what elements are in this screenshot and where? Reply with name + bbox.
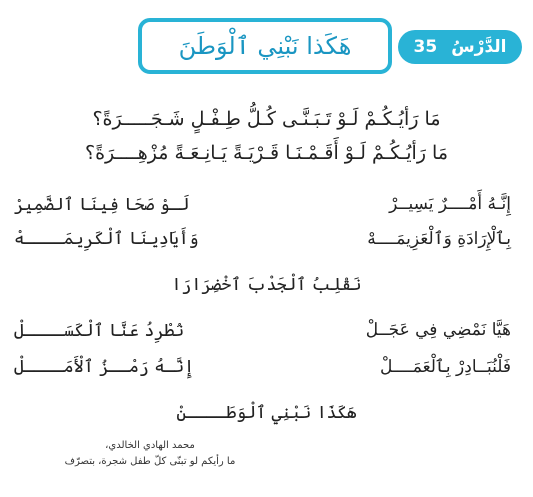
verse-2-right: بِٱلْإِرَادَةِ وَٱلْعَزِيمَــــهْ: [367, 229, 511, 249]
attribution: [60, 438, 240, 470]
intro-line-1: مَا رَأيُـكُـمْ لَـوْ تَـبَـنَّـى كُـلُّ طِـفْـلٍ شَـجَـــــرَةً؟: [92, 108, 441, 130]
refrain-line: نَقْلِبُ ٱلْجَدْبَ ٱخْضِرَارَا: [171, 275, 362, 295]
verse-1-right: إِنَّـهُ أَمْــــرٌ يَسِيــرْ: [389, 194, 511, 214]
verse-3-left: نُطْرِدُ عَنَّا ٱلْكَسَــــلْ: [14, 321, 185, 341]
intro-line-2: مَا رَأيُـكُـمْ لَـوْ أَقَـمْـنَـا قَـرْيَـةً يَـانِـعَـةً مُزْهِــــرَةً؟: [84, 142, 448, 164]
attribution-source: ما رأيكم لو تبنّى كلّ طفل شجرة، بتصرّف: [64, 456, 236, 467]
closing-line: هَكَذَا نَبْنِي ٱلْوَطَــــنْ: [176, 403, 357, 423]
lesson-badge: [398, 30, 522, 64]
lesson-label: الدَّرْسُ: [451, 37, 507, 57]
verse-2-left: وَأَيَادِينَا ٱلْكَرِيمَــــهْ: [14, 229, 199, 249]
lesson-number: 35: [413, 37, 438, 57]
page-title-box: [138, 18, 392, 74]
verse-4-right: فَلْنُبَــادِرْ بِٱلْعَمَــــلْ: [379, 357, 511, 377]
verse-4-left: إِنَّـهُ رَمْــزُ ٱلْأَمَــــلْ: [14, 357, 195, 377]
page-title: هَكَذا نَبْنِي ٱلْوَطَنَ: [178, 32, 352, 60]
verse-3-right: هَيَّا نَمْضِي فِي عَجَــلْ: [365, 320, 511, 340]
verse-1-left: لَـوْ صَحَا فِينَا ٱلضَّمِيرْ: [14, 195, 190, 215]
attribution-author: محمد الهادي الخالدي،: [105, 440, 195, 451]
